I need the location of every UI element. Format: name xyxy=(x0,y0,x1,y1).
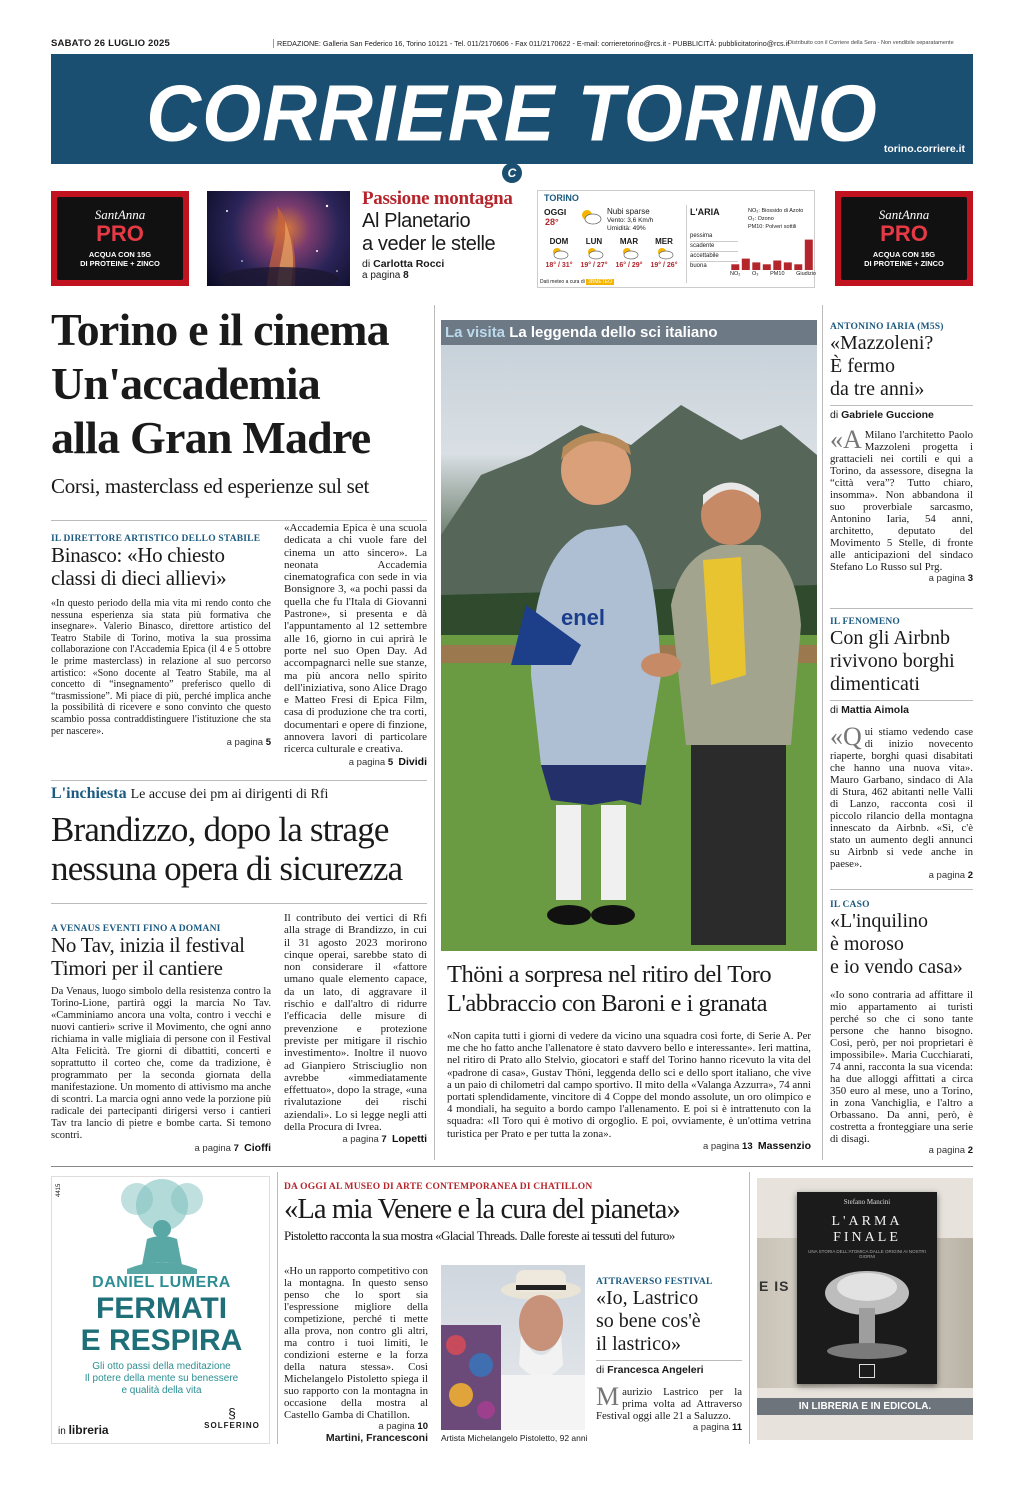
photo-story-kicker: La visita La leggenda dello sci italiano xyxy=(441,320,817,345)
pistoletto-body: «Ho un rapporto competitivo con la montagna. In questo senso penso che lo sport sia l'espressione migliore della competizione, perché ti mette alla prova, non contro gli altri, ma contro i tuoi limiti, le condizioni esterne e la forza della natura stessa». Così Michelangelo Pistoletto spiega il suo rapporto con la montagna in occasione della mostra al Castello Gamba di Chatillon. xyxy=(284,1265,428,1421)
iaria-title-3: da tre anni» xyxy=(830,378,925,400)
book-title-1: L'ARMA xyxy=(831,1214,903,1229)
photo-story-body-column xyxy=(447,1030,811,1152)
air-bar xyxy=(784,262,792,270)
forecast-day-label: DOM xyxy=(549,237,569,246)
binasco-title-1: Binasco: «Ho chiesto xyxy=(51,543,225,567)
weather-today-label: OGGI xyxy=(544,207,567,217)
solferino-logo: § SOLFERINO xyxy=(202,1405,262,1430)
photo-story-title-2: L'abbraccio con Baroni e i granata xyxy=(447,990,768,1017)
sun-cloud-icon xyxy=(654,246,674,260)
binasco-body: «In questo periodo della mia vita mi rendo conto che nessuna esperienza sia stata più formativa che insegnare». Valerio Binasco, direttore artistico del Teatro Stabile di Torino, motiva la sua prossima collaborazione con l'Accademia Epica (il 4 e 5 ottobre le prime masterclass) in relazione al suo percorso artistico: «Sono docente al Teatro Stabile, ma al concetto di “insegnamento” preferisco quello di “trasmissione”. Mi piace di più, perché implica anche la possibilità di ricevere e sono convinto che questo scambio possa contraddistinguere l'istituzione che sta per nascere». xyxy=(51,598,271,737)
air-cols: NO₂ O₃ PM10 Giudizio xyxy=(730,271,816,277)
dropcap: «A xyxy=(830,425,862,454)
divider xyxy=(51,1166,973,1167)
divider xyxy=(51,520,427,521)
dropcap: M xyxy=(596,1382,620,1411)
lastrico-body-wrap xyxy=(596,1382,742,1422)
airbnb-byline: di Mattia Aimola xyxy=(830,700,973,716)
lastrico-byline: di Francesca Angeleri xyxy=(596,1360,742,1376)
planetario-teaser[interactable] xyxy=(362,188,532,281)
lead-body: «Accademia Epica è una scuola dedicata a chi vuole fare del cinema un atto sincero». La neonata Accademia cinematografica con sede in via Bonsignore 3, «a pochi passi da quella che fu l'Itala di Giovanni Pastrone», si presenta e dà l'appuntamento al 12 settembre alle 16, giorno in cui aprirà le porte nel suo Open Day. Ad accompagnarci nelle sue stanze, ma più ancora nello spirito dell'iniziativa, sono Alice Drago e Matteo Fresi di Epica Film, casa di produzione che tra corti, documentari e opere di finzione, annovera lavori di particolare ricerca culturale e creativa. xyxy=(284,522,427,756)
iaria-body: Milano l'architetto Paolo Mazzoleni progetta i grattacieli nei cortili e qui a Torino, da assessore, disegna la “città vera”? Tutto chiaro, insomma». Non abbandona il suo proverbiale sarcasmo, Antonino Iaria, 54 anni, architetto, deputato del Movimento 5 Stelle, di fronte alle anticipazioni del sindaco Stefano Lo Russo sul Prg. xyxy=(830,429,973,573)
thoni-photo[interactable] xyxy=(441,345,817,951)
iaria-title-1: «Mazzoleni? xyxy=(830,332,934,354)
book-cta: IN LIBRERIA E IN EDICOLA. xyxy=(757,1398,973,1415)
binasco-title-2: classi di dieci allievi» xyxy=(51,566,227,590)
forecast-day-range: 19° / 27° xyxy=(580,262,608,269)
forecast-day xyxy=(612,237,646,269)
book-cover xyxy=(797,1192,937,1384)
air-legend-pm10: PM10: Polveri sottili xyxy=(748,224,797,230)
iaria-article[interactable] xyxy=(830,322,973,584)
planetario-photo xyxy=(207,191,350,286)
airbnb-title-3: dimenticati xyxy=(830,673,920,695)
airbnb-body: ui stiamo vedendo case di inizio novecento riaperte, borghi quasi disabitati che hanno una nuova vita». Mauro Garbano, sindaco di Ala di Stura, 462 abitanti nelle Valli di Lanzo, racconta così il piccolo rilancio della montagna innescato da Airbnb. «Sì, c'è stato un aumento degli annunci su Airbnb si vede anche in paese». xyxy=(830,726,973,870)
pistoletto-title: «La mia Venere e la cura del pianeta» xyxy=(284,1194,680,1225)
pistoletto-body-column xyxy=(284,1265,428,1444)
masthead xyxy=(51,54,973,164)
lead-title-3: alla Gran Madre xyxy=(51,412,371,463)
lead-subtitle: Corsi, masterclass ed esperienze sul set xyxy=(51,474,370,498)
forecast-days xyxy=(542,237,682,277)
inquiry-page: a pagina 7 Lopetti xyxy=(342,1133,427,1146)
inquiry-body-column xyxy=(284,912,427,1145)
column-rule xyxy=(277,1172,278,1444)
distribution-note: Distribuito con il Corriere della Sera - Non vendibile separatamente xyxy=(788,40,954,46)
weather-box xyxy=(537,190,815,288)
inquilino-title-3: e io vendo casa» xyxy=(830,956,963,978)
forecast-day-label: MER xyxy=(655,237,673,246)
sun-cloud-icon xyxy=(549,246,569,260)
pistoletto-article[interactable] xyxy=(284,1182,744,1244)
ad-line1: ACQUA CON 15G xyxy=(88,250,152,259)
air-levels: pessima scadente accettabile buona xyxy=(690,232,738,271)
weather-wind: Vento: 3,6 Km/h xyxy=(607,217,654,224)
inquilino-kicker: IL CASO xyxy=(830,900,870,910)
masthead-title: CORRIERE TORINO xyxy=(146,68,878,159)
iaria-title-2: È fermo xyxy=(830,355,895,377)
divider xyxy=(51,903,427,904)
airbnb-title-2: rivivono borghi xyxy=(830,650,955,672)
air-bar xyxy=(794,264,802,270)
air-legend-no2: NO₂: Biossido di Azoto xyxy=(748,208,804,214)
pistoletto-caption: Artista Michelangelo Pistoletto, 92 anni xyxy=(441,1433,588,1443)
airbnb-body-wrap xyxy=(830,722,973,870)
pistoletto-kicker: DA OGGI AL MUSEO DI ARTE CONTEMPORANEA DI CHATILLON xyxy=(284,1182,593,1192)
lumera-author: DANIEL LUMERA xyxy=(92,1274,231,1291)
forecast-day-label: LUN xyxy=(585,237,603,246)
ad-inner xyxy=(841,197,967,280)
forecast-day xyxy=(542,237,576,269)
lumera-title-1: FERMATI xyxy=(95,1292,228,1325)
forecast-day-range: 19° / 26° xyxy=(650,262,678,269)
sun-cloud-icon xyxy=(578,207,602,230)
inquiry-headline[interactable] xyxy=(51,810,431,888)
book-title-2: FINALE xyxy=(833,1230,901,1245)
air-bar xyxy=(773,261,781,271)
binasco-article[interactable] xyxy=(51,534,271,748)
tree-meditation-icon xyxy=(102,1177,222,1277)
svg-text:enel: enel xyxy=(561,605,606,630)
lastrico-page: a pagina 11 xyxy=(692,1422,742,1433)
inquiry-title-1: Brandizzo, dopo la strage xyxy=(51,810,389,849)
air-divider xyxy=(686,205,687,283)
notav-kicker: A VENAUS EVENTI FINO A DOMANI xyxy=(51,924,221,934)
ad-brand: SantAnna xyxy=(878,207,930,222)
lastrico-title-2: so bene cos'è xyxy=(596,1310,701,1332)
photo-graphic xyxy=(441,1265,585,1430)
lastrico-article[interactable] xyxy=(596,1277,742,1433)
sun-cloud-icon xyxy=(584,246,604,260)
inquiry-kicker: L'inchiesta Le accuse dei pm ai dirigenti di Rfi xyxy=(51,785,329,802)
lead-title-2: Un'accademia xyxy=(51,358,320,409)
forecast-day-label: MAR xyxy=(619,237,639,246)
teaser-kicker: Passione montagna xyxy=(362,188,513,209)
ad-product: PRO xyxy=(880,221,928,246)
lumera-sub-2: Il potere della mente su benessere xyxy=(84,1373,239,1384)
lumera-title-2: E RESPIRA xyxy=(80,1324,243,1357)
inquiry-title-2: nessuna opera di sicurezza xyxy=(51,849,403,888)
inquilino-title-2: è moroso xyxy=(830,933,904,955)
lumera-book-ad[interactable] xyxy=(51,1176,270,1444)
air-bar xyxy=(752,262,760,270)
in-libreria: in libreria xyxy=(58,1423,109,1437)
iaria-byline: di Gabriele Guccione xyxy=(830,405,973,421)
divider xyxy=(830,608,973,609)
pistoletto-photo xyxy=(441,1265,585,1430)
airbnb-title-1: Con gli Airbnb xyxy=(830,627,951,649)
site-url[interactable]: torino.corriere.it xyxy=(883,143,965,155)
teaser-page: a pagina 8 xyxy=(362,270,409,281)
nebula-graphic xyxy=(207,191,350,286)
pistoletto-authors: Martini, Francesconi xyxy=(325,1432,428,1444)
airbnb-page: a pagina 2 xyxy=(928,870,973,881)
lastrico-title-3: il lastrico» xyxy=(596,1333,681,1355)
notav-body: Da Venaus, luogo simbolo della resistenza contro la Torino-Lione, partirà oggi la marcia No Tav. «Camminiamo ancora una volta, contro i vecchi e nuovi cantieri» scrive il Movimento, che ogni anno richiama in valle migliaia di persone con il Festival Alta Felicità. Tre giorni di dibattiti, concerti e soprattutto il corteo che, come da tradizione, è programmato per la seconda giornata della manifestazione. Un momento di attivismo ma anche di scontri. La marcia ogni anno vede la porzione più radicale dei partecipanti dirigersi verso i cantieri Tav tra lancio di pietre e bombe carta. Si temono scontri. xyxy=(51,986,271,1141)
ad-product: PRO xyxy=(96,221,144,246)
solferino-icon: § xyxy=(228,1405,236,1421)
forecast-day xyxy=(647,237,681,269)
iaria-body-wrap xyxy=(830,425,973,573)
book-subtitle: UNA STORIA DELL'ATOMICA DALLE ORIGINI AI NOSTRI GIORNI xyxy=(808,1249,926,1259)
sun-cloud-icon xyxy=(619,246,639,260)
notav-title-2: Timori per il cantiere xyxy=(51,956,223,980)
lead-headline[interactable] xyxy=(51,303,431,465)
column-rule xyxy=(822,305,823,1160)
inquiry-body: Il contributo dei vertici di Rfi alla strage di Brandizzo, in cui il 31 agosto 2023 morirono cinque operai, sarebbe stato di non considerare il «fattore umano quale elemento capace, da un lato, di aggravare il rischio e dall'altro di ridurre l'efficacia delle misure di prevenzione e protezione previste per mitigare il rischio investimento». Inoltre il nuovo ad Gianpiero Strisciuglio non avrebbe «immediatamente effettuato», dopo la strage, «una rivalutazione dei rischi aziendali». Lo si legge negli atti della Procura di Ivrea. xyxy=(284,912,427,1134)
forecast-day-range: 16° / 29° xyxy=(615,262,643,269)
weather-sky: Nubi sparse xyxy=(607,207,650,216)
column-rule xyxy=(434,305,435,1160)
photo-story-headline[interactable] xyxy=(447,960,817,1018)
lead-title-1: Torino e il cinema xyxy=(51,304,389,355)
air-quality-bars xyxy=(730,232,814,270)
forecast-day-range: 18° / 31° xyxy=(545,262,573,269)
book-author: Stefano Mancini xyxy=(843,1198,891,1206)
lastrico-title-1: «Io, Lastrico xyxy=(596,1287,699,1309)
column-rule xyxy=(749,1172,750,1444)
santanna-ad-right[interactable] xyxy=(835,191,973,286)
lead-page: a pagina 5 Dividi xyxy=(348,755,427,768)
airbnb-kicker: IL FENOMENO xyxy=(830,617,901,627)
pistoletto-page: a pagina 10 xyxy=(378,1421,428,1432)
redazione-info: REDAZIONE: Galleria San Federico 16, Torino 10121 - Tel. 011/2170606 - Fax 011/2170622 - E-mail: corrieretorino@rcs.it - PUBBLICITÀ: pubblicitatorino@rcs.it xyxy=(273,39,789,48)
santanna-ad-left[interactable] xyxy=(51,191,189,286)
inquilino-title-1: «L'inquilino xyxy=(830,910,929,932)
notav-article[interactable] xyxy=(51,924,271,1154)
poster-text: E IS xyxy=(759,1278,790,1294)
notav-page: a pagina 7 Cioffi xyxy=(194,1142,271,1154)
ad-inner xyxy=(57,197,183,280)
air-legend-o3: O₃: Ozono xyxy=(748,216,774,222)
divider xyxy=(51,780,427,781)
edition-date: SABATO 26 LUGLIO 2025 xyxy=(51,38,170,49)
inquilino-page: a pagina 2 xyxy=(928,1145,973,1156)
ad-line1: ACQUA CON 15G xyxy=(872,250,936,259)
teaser-title-2: a veder le stelle xyxy=(362,233,496,255)
lead-body-column xyxy=(284,522,427,768)
air-bar xyxy=(763,264,771,270)
weather-humidity: Umidità: 49% xyxy=(607,225,646,232)
binasco-kicker: IL DIRETTORE ARTISTICO DELLO STABILE xyxy=(51,534,261,544)
lumera-sub-1: Gli otto passi della meditazione xyxy=(92,1361,231,1372)
binasco-page: a pagina 5 xyxy=(226,737,271,749)
photo-story-body: «Non capita tutti i giorni di vedere da vicino una squadra così forte, di Serie A. Per me che ho fatto anche l'allenatore è stato davvero bello e interessante». Ieri mattina, nel ritiro di Prato allo Stelvio, giocatori e staff del Torino hanno ricevuto la vita del «padrone di casa», Gustav Thöni, leggenda dello sci e dello sport italiano, che vive a un paio di chilometri dal campo sportivo. Il mito della «Valanga Azzurra», 74 anni portati splendidamente, vincitore di 4 Coppe del mondo assolute, un oro olimpico e 4 mondiali, ha seguito a bordo campo l'allenamento. E poi si è intrattenuto con la squadra: «Il Toro qui è motivo di orgoglio. E poi, ovviamente, è un'ottima vetrina turistica per Prato e per tutta la zona». xyxy=(447,1030,811,1140)
photo-story-title-1: Thöni a sorpresa nel ritiro del Toro xyxy=(447,961,772,988)
lastrico-body: aurizio Lastrico per la prima volta ad Attraverso Festival oggi alle 21 a Saluzzo. xyxy=(596,1386,742,1422)
inquilino-article[interactable] xyxy=(830,900,973,1156)
ad-code: 4415 xyxy=(56,1183,62,1197)
corriere-badge: C xyxy=(502,163,522,183)
weather-today-temp: 28° xyxy=(545,217,559,227)
forecast-day xyxy=(577,237,611,269)
mushroom-cloud-icon xyxy=(797,1263,937,1363)
teaser-byline: di Carlotta Rocci xyxy=(362,258,445,270)
publisher-logo xyxy=(859,1364,875,1378)
ad-brand: SantAnna xyxy=(94,207,146,222)
iaria-page: a pagina 3 xyxy=(928,573,973,584)
lastrico-kicker: ATTRAVERSO FESTIVAL xyxy=(596,1277,713,1287)
photo-story-page: a pagina 13 Massenzio xyxy=(702,1139,811,1152)
pistoletto-subtitle: Pistoletto racconta la sua mostra «Glacial Threads. Dalle foreste ai tessuti del futuro» xyxy=(284,1228,675,1243)
divider xyxy=(830,889,973,890)
air-bar xyxy=(731,264,739,270)
air-title: L'ARIA xyxy=(690,207,720,217)
ad-line2: DI PROTEINE + ZINCO xyxy=(80,259,160,268)
teaser-title-1: Al Planetario xyxy=(362,210,471,232)
weather-city: TORINO xyxy=(544,193,579,203)
photo-graphic xyxy=(441,345,817,951)
iaria-kicker: ANTONINO IARIA (M5S) xyxy=(830,322,944,332)
inquilino-body: «Io sono contraria ad affittare il mio appartamento ai turisti perché so che ci sono tante persone che hanno bisogno. Così, però, per noi proprietari è impossibile». Maria Cucchiarati, 74 anni, racconta la sua vicenda: ha due alloggi affittati a circa 350 euro al mese, uno a Torino, in zona Vanchiglia, e l'altro a Orbassano. Da anni, però, è costretta a fronteggiare una serie di disagi. xyxy=(830,989,973,1145)
lumera-sub-3: e qualità della vita xyxy=(121,1385,202,1396)
airbnb-article[interactable] xyxy=(830,617,973,881)
ad-line2: DI PROTEINE + ZINCO xyxy=(864,259,944,268)
dropcap: «Q xyxy=(830,722,862,751)
arma-finale-ad[interactable] xyxy=(757,1178,973,1440)
weather-credit: Dati meteo a cura di 3BMETEO xyxy=(540,279,613,285)
air-bar xyxy=(805,240,813,270)
notav-title-1: No Tav, inizia il festival xyxy=(51,933,245,957)
air-bar xyxy=(742,259,750,270)
